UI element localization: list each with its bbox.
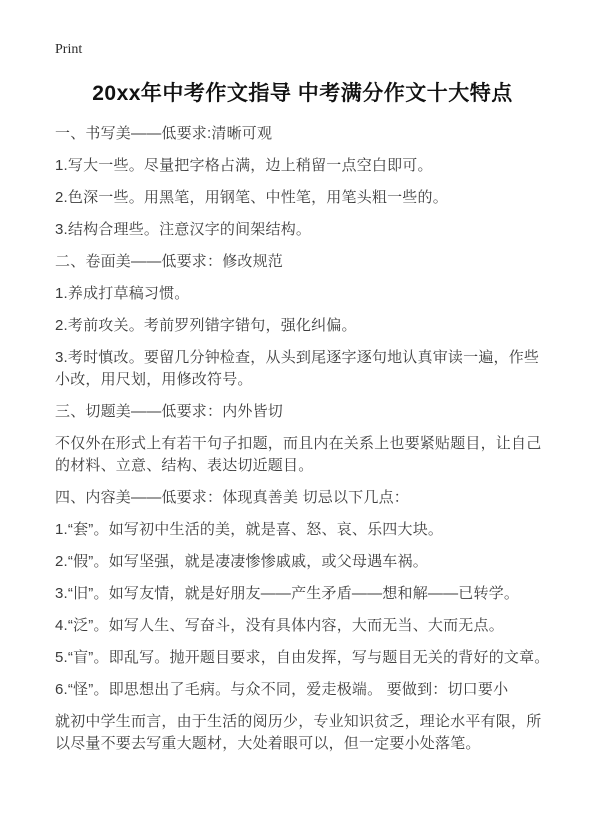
paragraph: 不仅外在形式上有若干句子扣题，而且内在关系上也要紧贴题目，让自己的材料、立意、结构、表达切近题目。 [55,435,542,474]
section-3-heading: 三、切题美——低要求：内外皆切 [55,403,284,420]
paragraph: 3.“旧”。如写友情，就是好朋友——产生矛盾——想和解——已转学。 [55,585,520,602]
paragraph: 3.结构合理些。注意汉字的间架结构。 [55,221,312,238]
paragraph: 2.色深一些。用黑笔，用钢笔、中性笔，用笔头粗一些的。 [55,189,448,206]
paragraph: 2.考前攻关。考前罗列错字错句，强化纠偏。 [55,317,357,334]
paragraph: 1.写大一些。尽量把字格占满，边上稍留一点空白即可。 [55,157,433,174]
paragraph: 3.考时慎改。要留几分钟检查，从头到尾逐字逐句地认真审读一遍，作些小改，用尺划，用修改符号。 [55,349,540,388]
page-title: 20xx年中考作文指导 中考满分作文十大特点 [92,82,513,105]
paragraph: 1.“套”。如写初中生活的美，就是喜、怒、哀、乐四大块。 [55,521,444,538]
print-link[interactable]: Print [55,42,83,57]
paragraph: 2.“假”。如写坚强，就是凄凄惨惨戚戚，或父母遇车祸。 [55,553,428,570]
section-2-heading: 二、卷面美——低要求：修改规范 [55,253,284,270]
document-body [55,123,550,755]
paragraph: 1.养成打草稿习惯。 [55,285,190,302]
paragraph: 就初中学生而言，由于生活的阅历少，专业知识贫乏，理论水平有限，所以尽量不要去写重大题材，大处着眼可以，但一定要小处落笔。 [55,713,542,752]
paragraph: 5.“盲”。即乱写。抛开题目要求，自由发挥，写与题目无关的背好的文章。 [55,649,550,666]
paragraph: 4.“泛”。如写人生、写奋斗，没有具体内容，大而无当、大而无点。 [55,617,504,634]
section-4-heading: 四、内容美——低要求：体现真善美 切忌以下几点： [55,489,409,506]
paragraph: 6.“怪”。即思想出了毛病。与众不同，爱走极端。 要做到：切口要小 [55,681,509,698]
section-1-heading: 一、书写美——低要求:清晰可观 [55,125,273,142]
